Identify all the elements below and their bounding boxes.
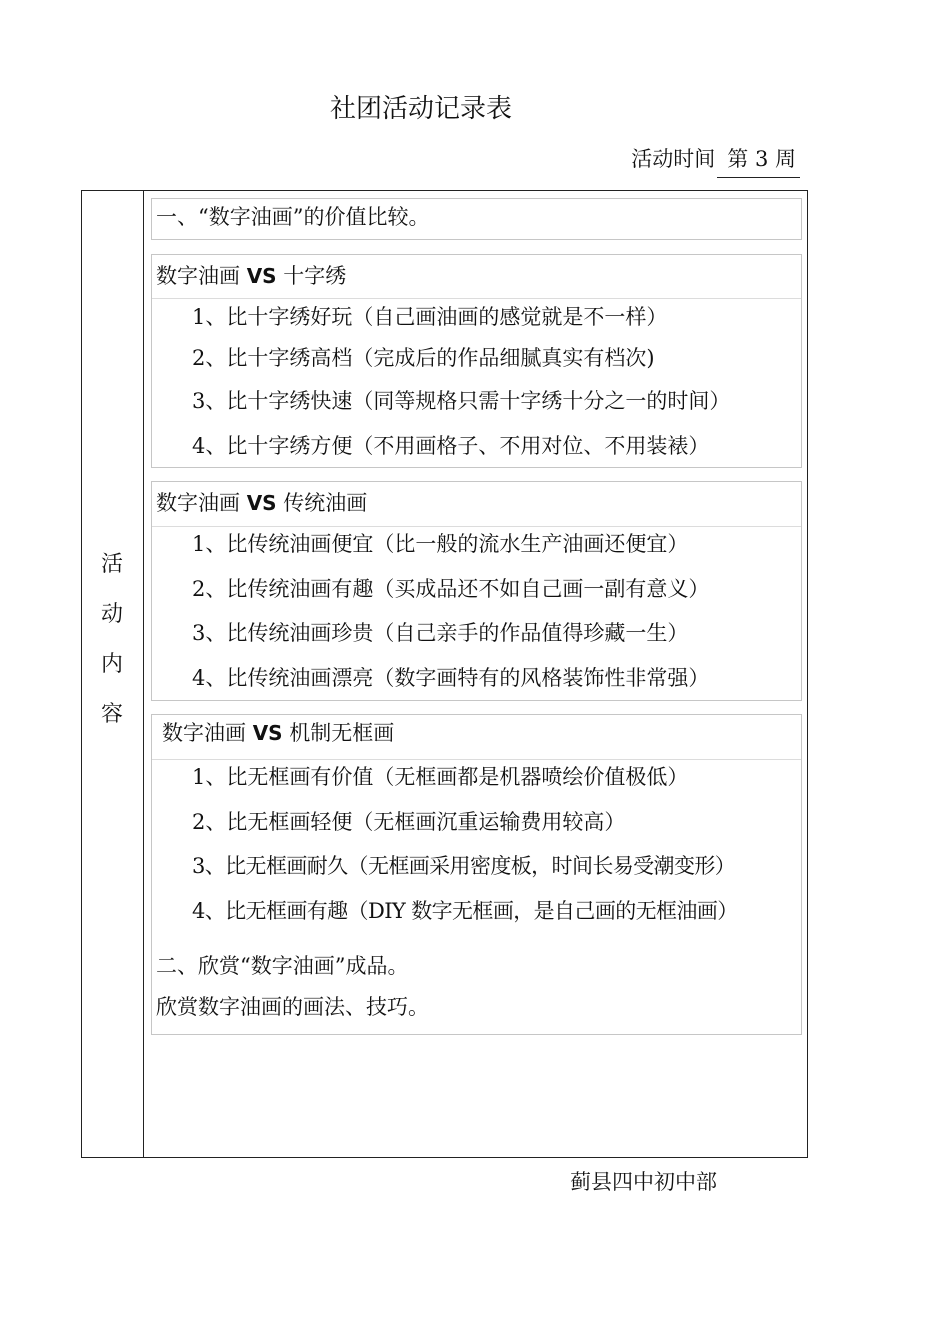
comparison-prefix: 数字油画 <box>156 264 240 288</box>
section2-heading: 二、欣赏“数字油画”成品。 <box>156 954 409 978</box>
comparison-item: 1、比无框画有价值（无框画都是机器喷绘价值极低） <box>192 765 689 789</box>
activity-time-label: 活动时间 <box>631 147 716 171</box>
label-char: 活 <box>100 552 123 577</box>
comparison-item: 4、比无框画有趣（DIY 数字无框画，是自己画的无框油画） <box>192 899 738 923</box>
comparison-subject: 十字绣 <box>283 264 347 288</box>
comparison-item: 2、比传统油画有趣（买成品还不如自己画一副有意义） <box>192 577 710 601</box>
comparison-header <box>152 715 801 760</box>
comparison-item: 3、比无框画耐久（无框画采用密度板，时间长易受潮变形） <box>192 854 736 878</box>
school-name: 蓟县四中初中部 <box>570 1170 717 1194</box>
comparison-item: 4、比十字绣方便（不用画格子、不用对位、不用装裱） <box>192 434 710 458</box>
comparison-item: 3、比传统油画珍贵（自己亲手的作品值得珍藏一生） <box>192 621 689 645</box>
page-title: 社团活动记录表 <box>329 94 512 124</box>
comparison-header <box>152 255 801 299</box>
section1-box <box>151 198 802 240</box>
activity-time-value: 第 3 周 <box>717 143 800 178</box>
comparison-header <box>152 482 801 527</box>
section1-heading: 一、“数字油画”的价值比较。 <box>156 205 430 229</box>
comparison-subject: 机制无框画 <box>289 721 395 745</box>
comparison-item: 1、比十字绣好玩（自己画油画的感觉就是不一样） <box>192 305 668 329</box>
comparison-subject: 传统油画 <box>283 491 368 515</box>
activity-time <box>631 143 800 178</box>
comparison-item: 1、比传统油画便宜（比一般的流水生产油画还便宜） <box>192 532 689 556</box>
vs-label: VS <box>246 264 277 288</box>
vs-label: VS <box>246 491 277 515</box>
comparison-item: 3、比十字绣快速（同等规格只需十字绣十分之一的时间） <box>192 389 731 413</box>
comparison-item: 2、比无框画轻便（无框画沉重运输费用较高） <box>192 810 626 834</box>
label-char: 动 <box>100 602 123 627</box>
comparison-prefix: 数字油画 <box>156 491 240 515</box>
column-divider <box>143 190 144 1158</box>
activity-content-label <box>81 540 143 740</box>
label-char: 内 <box>100 652 123 677</box>
comparison-prefix: 数字油画 <box>162 721 246 745</box>
comparison-item: 4、比传统油画漂亮（数字画特有的风格装饰性非常强） <box>192 666 710 690</box>
label-char: 容 <box>100 702 123 727</box>
comparison-box-frameless <box>151 714 802 1035</box>
comparison-box-traditional-oil <box>151 481 802 701</box>
comparison-title <box>156 260 346 290</box>
comparison-title <box>156 487 367 517</box>
comparison-box-cross-stitch <box>151 254 802 468</box>
comparison-item: 2、比十字绣高档（完成后的作品细腻真实有档次) <box>192 346 655 370</box>
section2-body: 欣赏数字油画的画法、技巧。 <box>156 995 429 1019</box>
comparison-title <box>162 717 394 747</box>
vs-label: VS <box>252 721 283 745</box>
